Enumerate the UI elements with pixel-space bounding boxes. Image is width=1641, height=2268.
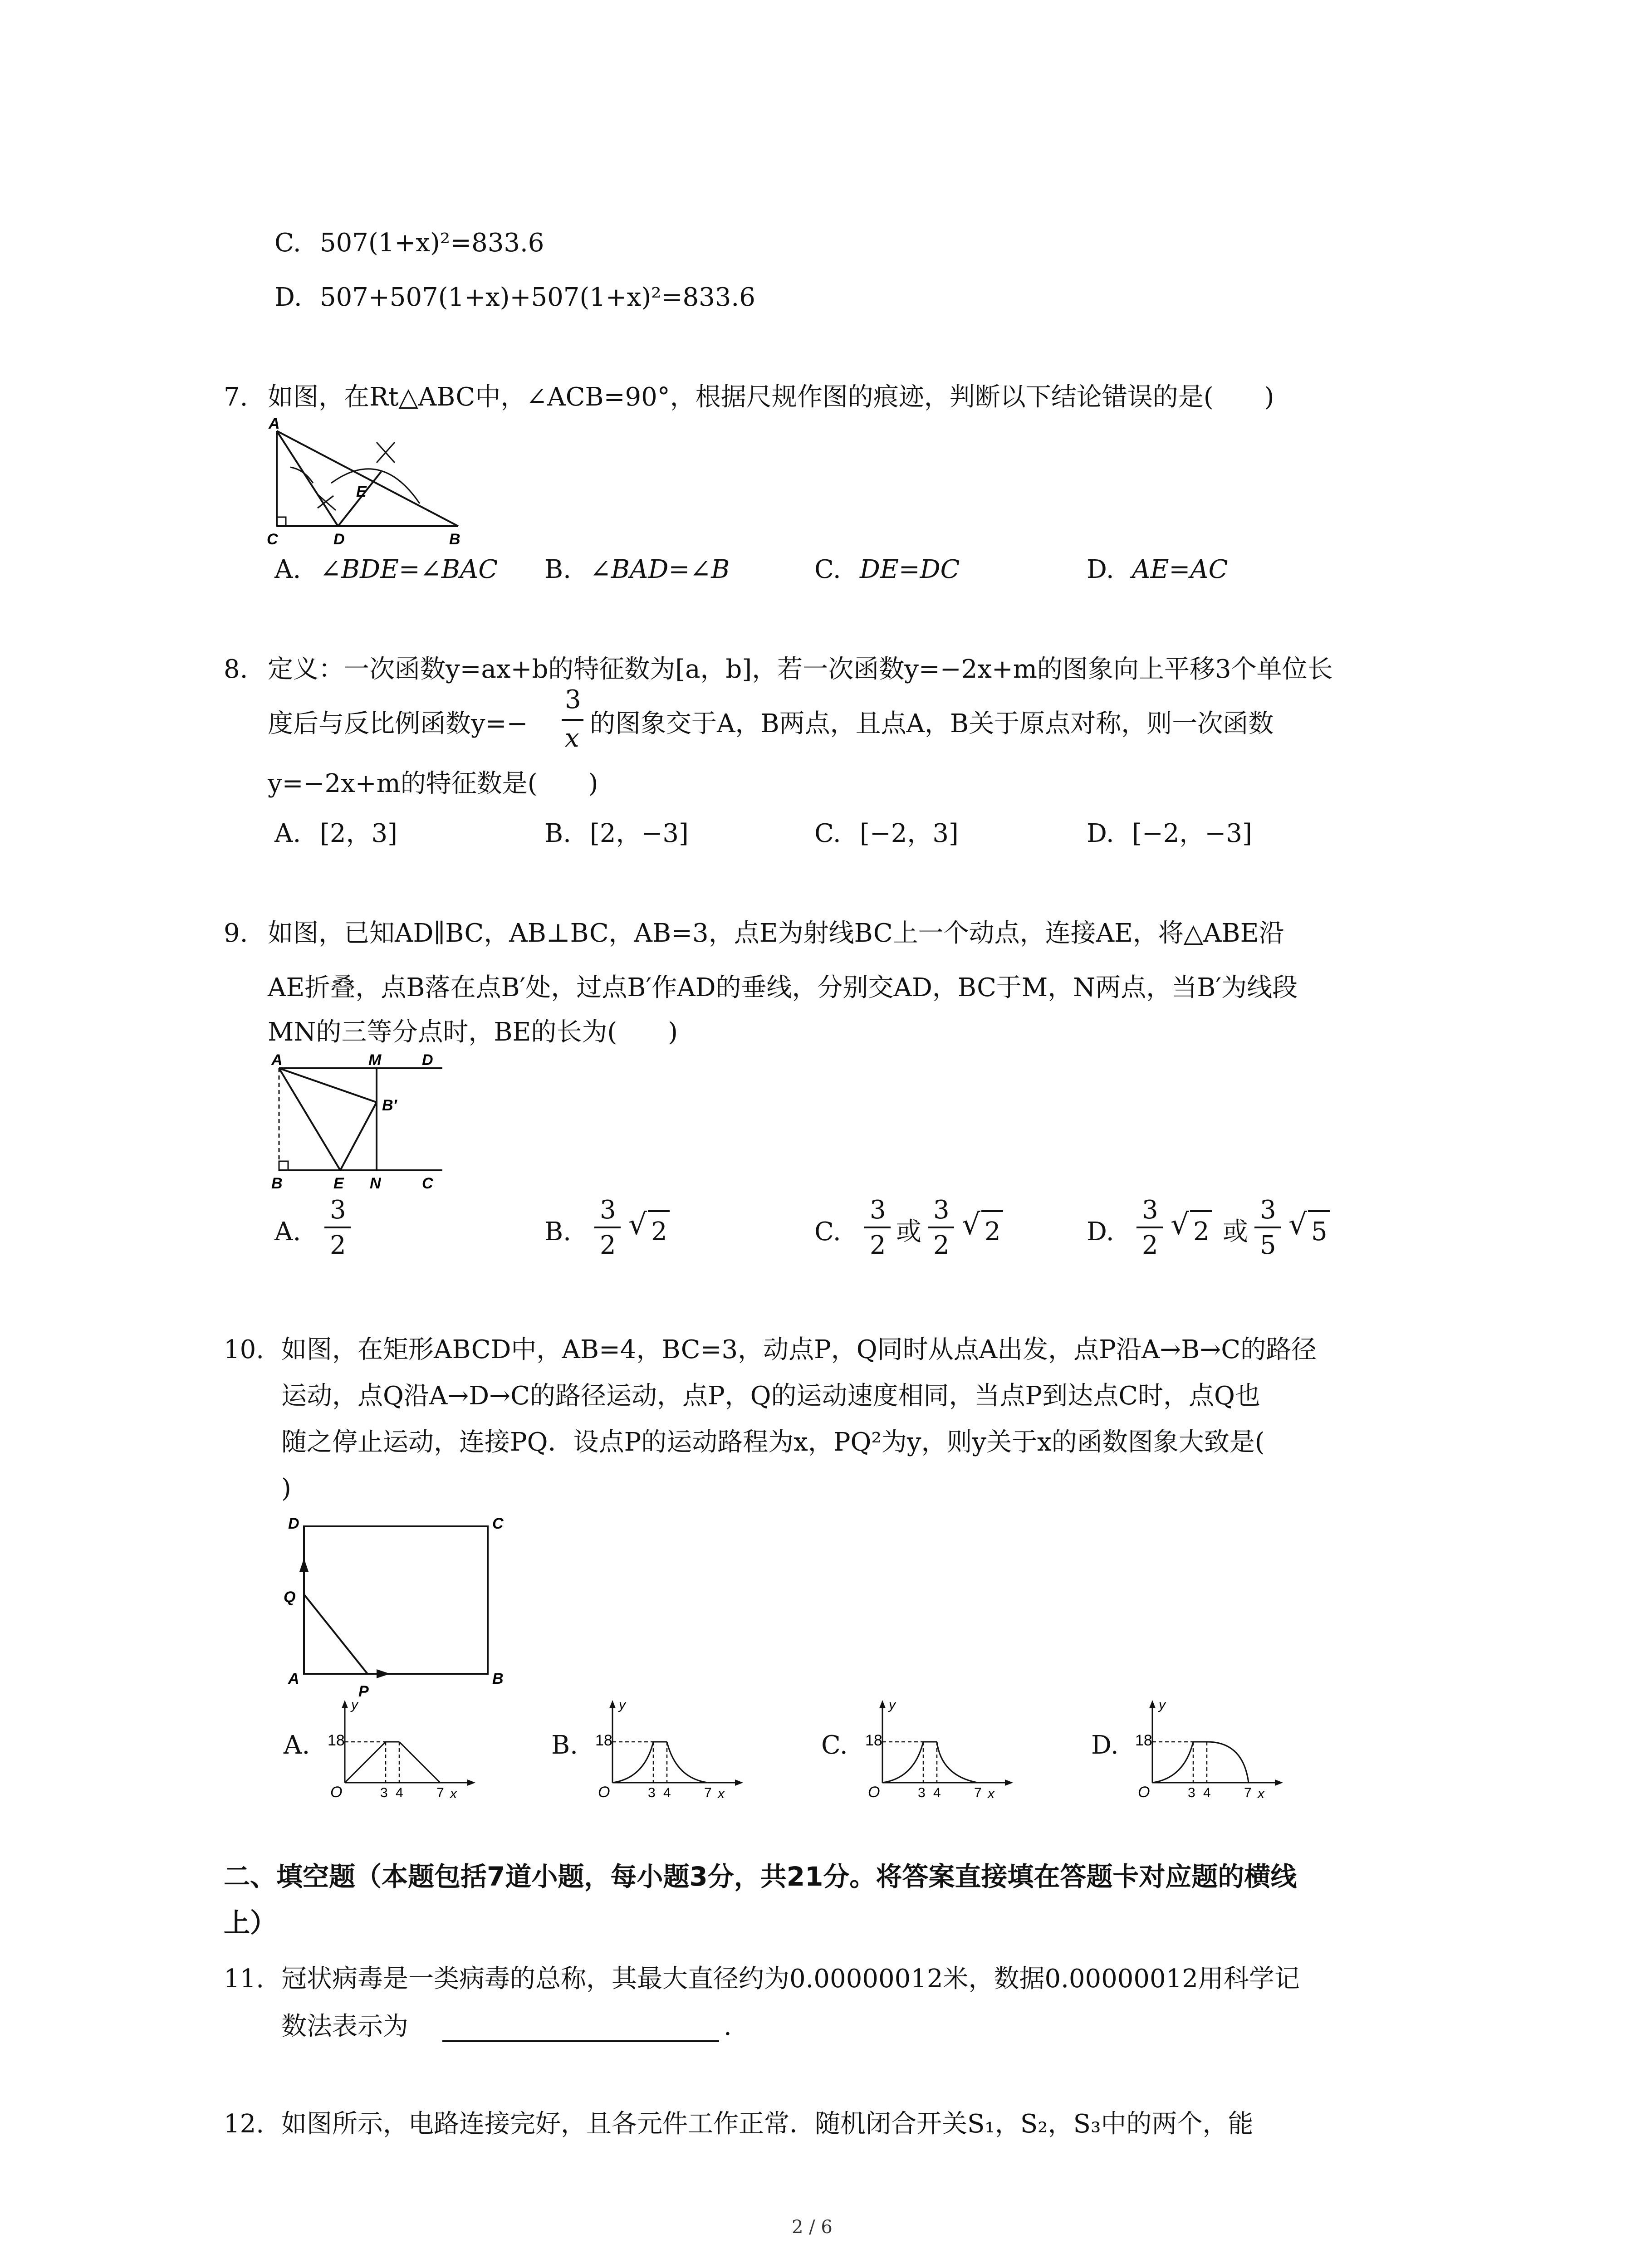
q9-line1: 如图，已知AD∥BC，AB⊥BC，AB=3，点E为射线BC上一个动点，连接AE，将△ABE沿: [268, 919, 1284, 948]
q10-graph-d: [1134, 1696, 1288, 1801]
q10-line2: 运动，点Q沿A→D→C的路径运动，点P，Q的运动速度相同，当点P到达点C时，点Q也: [281, 1381, 1260, 1411]
q10-option-c-label: C.: [821, 1730, 848, 1760]
q9-label-m: M: [368, 1051, 382, 1069]
graph-b-origin: O: [598, 1784, 610, 1801]
graph-d-y-label: y: [1159, 1697, 1166, 1712]
graph-b-tick-4: 4: [663, 1785, 671, 1800]
q9-c-radical-bar: [981, 1210, 1003, 1212]
q6-option-c-text: 507(1+x)²=833.6: [320, 228, 544, 258]
q10-line3: 随之停止运动，连接PQ．设点P的运动路程为x，PQ²为y，则y关于x的函数图象大致是(: [281, 1427, 1265, 1457]
q8-line3: y=−2x+m的特征数是( ): [268, 769, 598, 798]
q10-option-b-label: B.: [551, 1730, 578, 1760]
q7-option-c-label: C.: [814, 555, 841, 584]
q7-option-a-text: ∠BDE=∠BAC: [320, 555, 498, 584]
graph-d-tick-4: 4: [1203, 1785, 1211, 1800]
q10-line4: ): [281, 1474, 291, 1503]
q9-d-radical-bar-2: [1308, 1210, 1330, 1212]
q10-label-p: P: [358, 1683, 369, 1700]
q9-option-d-label: D.: [1087, 1217, 1114, 1246]
q8-option-d-label: D.: [1087, 819, 1114, 848]
graph-b-tick-7: 7: [704, 1785, 712, 1800]
graph-a-tick-3: 3: [380, 1785, 388, 1800]
graph-c-origin: O: [868, 1784, 880, 1801]
q9-label-c: C: [422, 1175, 433, 1192]
q8-fraction-denominator: x: [565, 723, 579, 753]
section-2-heading-line1: 二、填空题（本题包括7道小题，每小题3分，共21分。将答案直接填在答题卡对应题的横线: [224, 1861, 1297, 1892]
q8-option-c-text: [−2，3]: [860, 819, 959, 848]
q9-c-num1: 3: [870, 1195, 886, 1225]
q9-b-radicand: 2: [651, 1217, 667, 1246]
q9-a-num: 3: [330, 1195, 346, 1225]
q9-c-num2: 3: [933, 1195, 950, 1225]
q9-d-radical-sign-2: √: [1288, 1208, 1307, 1242]
q9-label-d: D: [422, 1051, 433, 1069]
q9-d-num2: 3: [1260, 1195, 1276, 1225]
q7-option-d-text: AE=AC: [1132, 555, 1228, 584]
q8-option-c-label: C.: [814, 819, 841, 848]
q9-b-radical-bar: [648, 1210, 670, 1212]
q9-option-d-fraction-1: [1136, 1195, 1164, 1261]
q9-option-b-label: B.: [544, 1217, 571, 1246]
q9-option-d-fraction-2: [1254, 1195, 1282, 1261]
section-2-heading-line2: 上）: [224, 1907, 277, 1938]
graph-a-tick-4: 4: [396, 1785, 403, 1800]
graph-c-y-label: y: [889, 1697, 896, 1712]
q9-line2: AE折叠，点B落在点B′处，过点B′作AD的垂线，分别交AD，BC于M，N两点，当B′为线段: [268, 973, 1298, 1002]
graph-c-tick-3: 3: [918, 1785, 926, 1800]
q9-b-den: 2: [600, 1231, 616, 1260]
q7-label-d: D: [333, 531, 345, 547]
q10-number: 10.: [224, 1335, 265, 1364]
q10-graph-a: [327, 1696, 481, 1801]
q7-option-c-text: DE=DC: [860, 555, 960, 584]
q9-option-c-fraction-2: [928, 1195, 955, 1261]
graph-b-y-label: y: [619, 1697, 626, 1712]
q11-answer-blank[interactable]: [442, 2040, 719, 2042]
graph-a-y-label: y: [351, 1697, 358, 1712]
q9-b-num: 3: [600, 1195, 616, 1225]
q8-option-d-text: [−2，−3]: [1132, 819, 1252, 848]
q9-b-radical-sign: √: [628, 1208, 647, 1242]
q7-label-c: C: [267, 531, 278, 547]
q10-graph-b: [594, 1696, 749, 1801]
graph-d-origin: O: [1138, 1784, 1150, 1801]
q9-label-e: E: [333, 1175, 344, 1192]
q11-line1: 冠状病毒是一类病毒的总称，其最大直径约为0.00000012米，数据0.00000012用科学记: [281, 1964, 1300, 1994]
q10-label-c: C: [492, 1515, 504, 1532]
graph-b-tick-3: 3: [648, 1785, 656, 1800]
q12-number: 12.: [224, 2109, 265, 2139]
q9-number: 9.: [224, 919, 248, 948]
graph-b-18: 18: [595, 1732, 612, 1749]
q7-option-b-label: B.: [544, 555, 571, 584]
q9-label-b-prime: B′: [382, 1097, 397, 1114]
q6-option-c-label: C.: [274, 228, 301, 258]
q10-option-a-label: A.: [284, 1730, 310, 1760]
q6-option-d-text: 507+507(1+x)+507(1+x)²=833.6: [320, 283, 755, 312]
q9-c-radicand: 2: [985, 1217, 1001, 1246]
q10-rectangle-figure: [277, 1515, 522, 1701]
graph-a-origin: O: [330, 1784, 343, 1801]
q8-option-a-text: [2，3]: [320, 819, 397, 848]
q8-option-b-text: [2，−3]: [590, 819, 689, 848]
q7-option-a-label: A.: [274, 555, 301, 584]
q8-fraction-numerator: 3: [565, 685, 581, 714]
q10-label-d: D: [288, 1515, 299, 1532]
q10-graph-c: [864, 1696, 1019, 1801]
graph-a-tick-7: 7: [436, 1785, 444, 1800]
q7-option-b-text: ∠BAD=∠B: [590, 555, 730, 584]
q8-option-a-label: A.: [274, 819, 301, 848]
q6-option-d-label: D.: [274, 283, 302, 312]
graph-c-tick-7: 7: [974, 1785, 982, 1800]
q9-d-radical-bar-1: [1190, 1210, 1212, 1212]
q9-d-radicand-1: 2: [1193, 1217, 1210, 1246]
q8-line1: 定义：一次函数y=ax+b的特征数为[a，b]，若一次函数y=−2x+m的图象向上平移3个单位长: [268, 655, 1333, 684]
q11-line2: 数法表示为: [281, 2012, 408, 2041]
q9-figure: [263, 1048, 454, 1198]
q8-fraction-bar: [562, 719, 583, 721]
q9-a-den: 2: [330, 1231, 346, 1260]
q9-label-n: N: [370, 1175, 381, 1192]
q9-option-c-label: C.: [814, 1217, 841, 1246]
q10-label-a: A: [288, 1670, 299, 1687]
q9-d-den1: 2: [1142, 1231, 1158, 1260]
graph-c-18: 18: [865, 1732, 882, 1749]
q9-d-num1: 3: [1142, 1195, 1158, 1225]
q9-c-den2: 2: [933, 1231, 950, 1260]
q9-option-a-fraction: [324, 1195, 352, 1261]
q8-line2-post: 的图象交于A，B两点，且点A，B关于原点对称，则一次函数: [590, 709, 1274, 738]
q12-line1: 如图所示，电路连接完好，且各元件工作正常．随机闭合开关S₁，S₂，S₃中的两个，能: [281, 2109, 1254, 2139]
q9-d-radicand-2: 5: [1311, 1217, 1327, 1246]
q9-label-b: B: [271, 1175, 283, 1192]
q8-line2-pre: 度后与反比例函数y=−: [268, 709, 528, 738]
graph-d-x-label: x: [1258, 1786, 1264, 1801]
q8-option-b-label: B.: [544, 819, 571, 848]
q7-label-e: E: [356, 483, 367, 500]
q9-line3: MN的三等分点时，BE的长为( ): [268, 1017, 678, 1047]
q9-option-a-label: A.: [274, 1217, 301, 1246]
q10-option-d-label: D.: [1091, 1730, 1119, 1760]
q11-number: 11.: [224, 1964, 265, 1994]
q9-c-radical-sign: √: [962, 1208, 980, 1242]
page-number: 2 / 6: [792, 2217, 833, 2238]
q7-figure: [263, 415, 472, 547]
q9-c-or: 或: [896, 1217, 921, 1246]
graph-d-tick-3: 3: [1188, 1785, 1195, 1800]
q10-label-q: Q: [284, 1589, 296, 1606]
q9-d-or: 或: [1223, 1217, 1248, 1246]
q8-number: 8.: [224, 655, 248, 684]
q9-label-a: A: [271, 1051, 283, 1069]
q9-c-den1: 2: [870, 1231, 886, 1260]
q11-end-period: .: [724, 2012, 732, 2041]
q9-option-c-fraction-1: [864, 1195, 892, 1261]
q9-option-b-fraction: [594, 1195, 622, 1261]
q7-stem: 如图，在Rt△ABC中，∠ACB=90°，根据尺规作图的痕迹，判断以下结论错误的是( ): [268, 382, 1274, 412]
graph-a-18: 18: [328, 1732, 345, 1749]
q10-label-b: B: [492, 1670, 504, 1687]
q7-label-b: B: [449, 531, 460, 547]
q7-label-a: A: [269, 415, 280, 432]
q9-d-den2: 5: [1260, 1231, 1276, 1260]
graph-c-tick-4: 4: [933, 1785, 941, 1800]
q7-number: 7.: [224, 382, 248, 412]
q10-line1: 如图，在矩形ABCD中，AB=4，BC=3，动点P，Q同时从点A出发，点P沿A→B→C的路径: [281, 1335, 1317, 1364]
graph-d-tick-7: 7: [1244, 1785, 1252, 1800]
q9-d-radical-sign-1: √: [1171, 1208, 1189, 1242]
graph-b-x-label: x: [718, 1786, 725, 1801]
graph-d-18: 18: [1135, 1732, 1152, 1749]
graph-c-x-label: x: [988, 1786, 994, 1801]
q7-option-d-label: D.: [1087, 555, 1114, 584]
graph-a-x-label: x: [450, 1786, 457, 1801]
